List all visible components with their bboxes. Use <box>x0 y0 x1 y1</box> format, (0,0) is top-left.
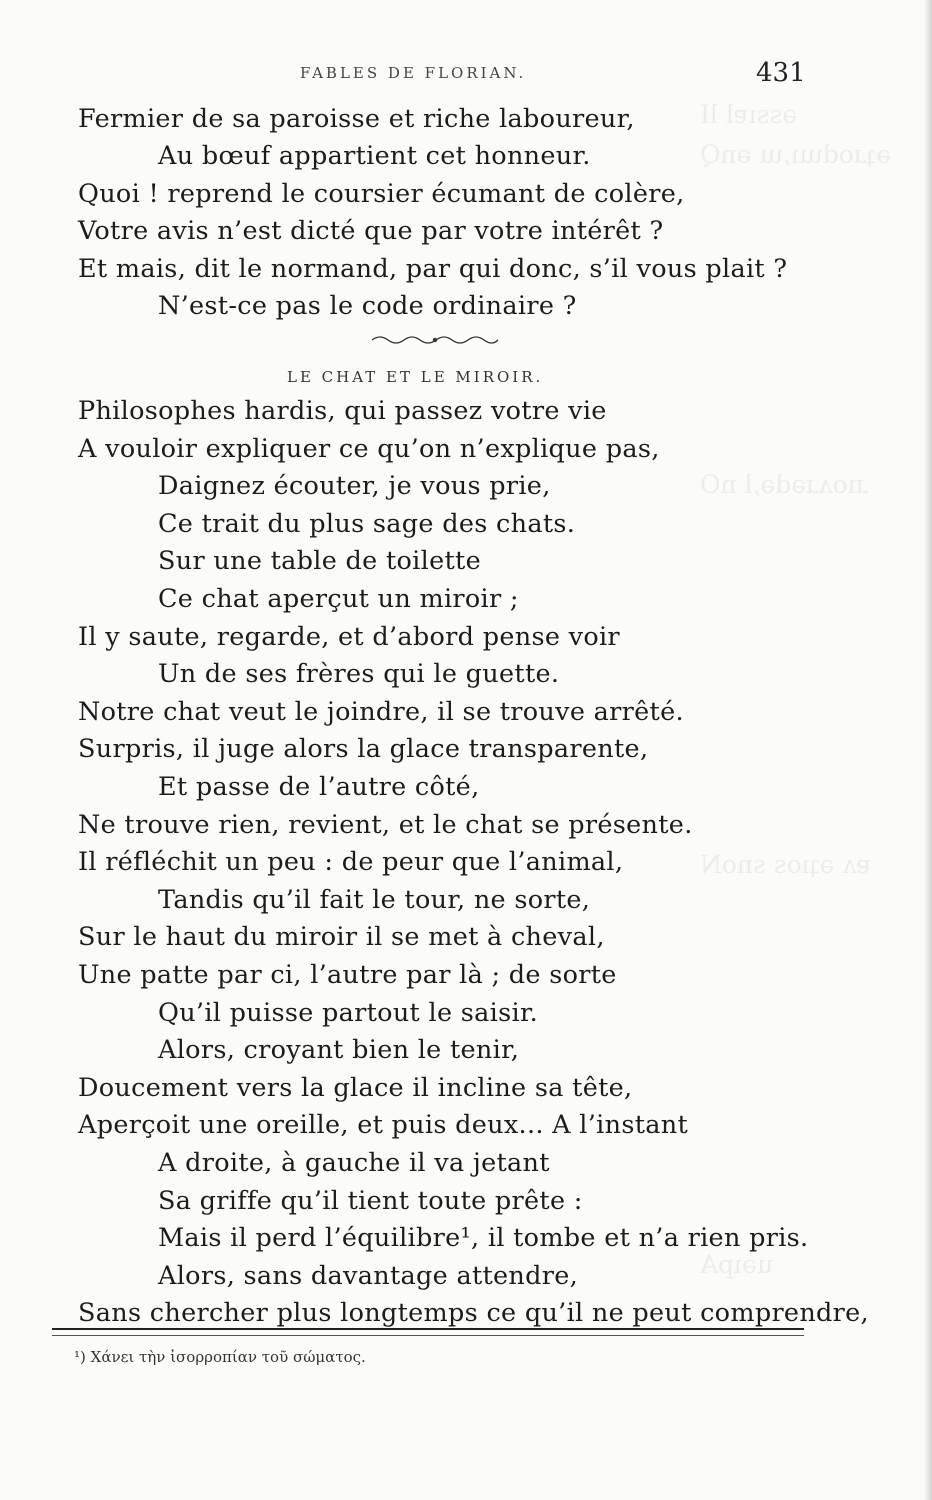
verse-line: Sans chercher plus longtemps ce qu’il ne peut comprendre, <box>78 1298 869 1329</box>
verse-line: Et passe de l’autre côté, <box>158 772 480 802</box>
verse-line: Fermier de sa paroisse et riche laboureur, <box>78 104 635 134</box>
verse-line: Mais il perd l’équilibre¹, il tombe et n’a rien pris. <box>158 1223 809 1254</box>
verse-line: Tandis qu’il fait le tour, ne sorte, <box>158 884 591 915</box>
verse-line: Surpris, il juge alors la glace transparente, <box>78 734 649 765</box>
footnote-text: Χάνει τὴν ἰσορροπίαν τοῦ σώματος. <box>90 1348 366 1366</box>
verse-line: Une patte par ci, l’autre par là ; de sorte <box>78 960 617 990</box>
verse-line: Ne trouve rien, revient, et le chat se présente. <box>78 809 693 840</box>
fable-title: LE CHAT ET LE MIROIR. <box>287 368 544 386</box>
verse-line: Qu’il puisse partout le saisir. <box>158 997 539 1028</box>
verse-line: A vouloir expliquer ce qu’on n’explique pas, <box>78 433 660 464</box>
running-header <box>0 60 932 90</box>
verse-line: Il réfléchit un peu : de peur que l’animal, <box>78 847 624 878</box>
running-title: FABLES DE FLORIAN. <box>300 64 527 82</box>
footnote-rule-thin <box>52 1335 804 1336</box>
verse-line: Votre avis n’est dicté que par votre intérêt ? <box>78 216 664 247</box>
verse-line: Un de ses frères qui le guette. <box>158 659 560 690</box>
verse-line: Au bœuf appartient cet honneur. <box>158 141 591 172</box>
verse-line: Daignez écouter, je vous prie, <box>158 471 551 502</box>
footnote-marker: ¹) <box>74 1348 86 1366</box>
page-edge-shadow <box>924 0 932 1500</box>
verse-line: Notre chat veut le joindre, il se trouve arrêté. <box>78 696 684 727</box>
verse-line: Aperçoit une oreille, et puis deux... A l’instant <box>78 1110 689 1141</box>
verse-line: Sa griffe qu’il tient toute prête : <box>158 1185 583 1216</box>
verse-line: Alors, croyant bien le tenir, <box>158 1035 520 1066</box>
verse-line: Ce chat aperçut un miroir ; <box>158 584 519 614</box>
verse-line: Sur une table de toilette <box>158 546 481 577</box>
verse-line: Et mais, dit le normand, par qui donc, s’il vous plait ? <box>78 253 788 284</box>
footnote-rule <box>52 1328 804 1330</box>
verse-line: Doucement vers la glace il incline sa tête, <box>78 1072 633 1103</box>
section-ornament <box>370 333 500 347</box>
verse-line: Sur le haut du miroir il se met à cheval, <box>78 922 605 953</box>
verse-line: A droite, à gauche il va jetant <box>158 1148 550 1178</box>
verse-line: Ce trait du plus sage des chats. <box>158 508 576 539</box>
footnote <box>74 1348 366 1366</box>
verse-line: Quoi ! reprend le coursier écumant de colère, <box>78 178 685 209</box>
verse-line: N’est-ce pas le code ordinaire ? <box>158 291 577 321</box>
verse-line: Alors, sans davantage attendre, <box>158 1260 579 1291</box>
verse-line: Philosophes hardis, qui passez votre vie <box>78 396 607 426</box>
page-number: 431 <box>756 58 806 88</box>
verse-line: Il y saute, regarde, et d’abord pense voir <box>78 621 620 652</box>
bleed-through-text: ǝssıɐl lI ǝʇɹodɯı,ɯ ǝnQ ɹıoʌɹǝdǝ,l nO ɐʌ ǝʇıos snoN uǝıpA <box>700 100 892 1279</box>
